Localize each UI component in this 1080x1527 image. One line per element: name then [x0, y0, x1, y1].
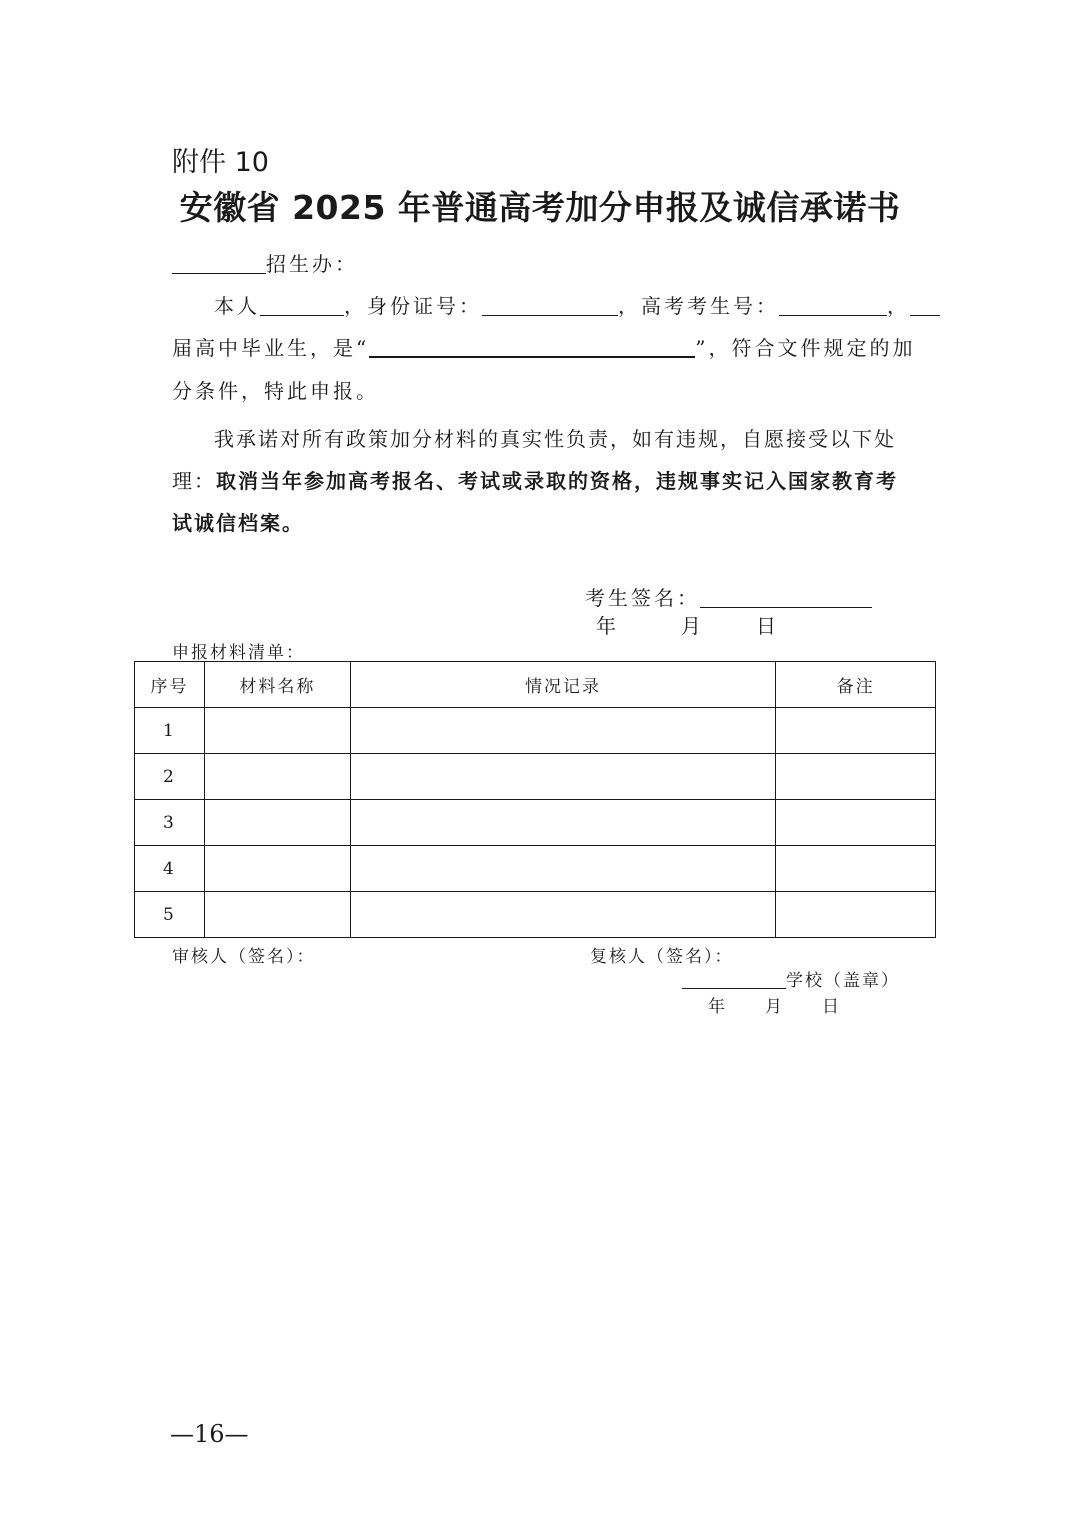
rechecker-signature-label: 复核人（签名）： [590, 947, 734, 967]
table-row [135, 846, 936, 892]
record-cell[interactable] [350, 892, 775, 938]
declaration-line-2 [172, 332, 915, 361]
date-day: 日 [756, 614, 779, 638]
line1-lead: 本人 [214, 294, 260, 318]
footer-date-day: 日 [822, 997, 841, 1017]
id-number-blank [482, 295, 618, 316]
row-number: 1 [135, 708, 205, 754]
table-header-row [135, 662, 936, 708]
school-name-blank [682, 972, 786, 989]
header-remarks: 备注 [776, 662, 936, 708]
table-row [135, 800, 936, 846]
date-year: 年 [596, 614, 619, 638]
addressee-suffix: 招生办： [266, 252, 358, 276]
material-name-cell[interactable] [204, 800, 350, 846]
header-serial: 序号 [135, 662, 205, 708]
materials-table [134, 661, 936, 938]
signature-date [596, 610, 779, 639]
remarks-cell[interactable] [776, 754, 936, 800]
row-number: 2 [135, 754, 205, 800]
table-row [135, 708, 936, 754]
office-blank [172, 253, 266, 274]
row-number: 3 [135, 800, 205, 846]
material-name-cell[interactable] [204, 754, 350, 800]
material-name-cell[interactable] [204, 846, 350, 892]
commitment-penalty: 取消当年参加高考报名、考试或录取的资格，违规事实记入国家教育考试诚信档案。 [172, 469, 898, 535]
materials-caption: 申报材料清单： [172, 643, 305, 663]
exam-number-blank [779, 295, 887, 316]
remarks-cell[interactable] [776, 708, 936, 754]
declaration-line-1 [214, 290, 940, 319]
remarks-cell[interactable] [776, 846, 936, 892]
id-label: ，身份证号： [344, 294, 482, 318]
signature-label: 考生签名： [585, 586, 700, 610]
school-seal-line [682, 966, 900, 991]
remarks-cell[interactable] [776, 800, 936, 846]
graduation-year-blank [910, 295, 940, 316]
row-number: 5 [135, 892, 205, 938]
footer-date-year: 年 [708, 997, 727, 1017]
table-row [135, 892, 936, 938]
header-record: 情况记录 [350, 662, 775, 708]
commitment-text: 我承诺对所有政策加分材料的真实性负责，如有违规，自愿接受以下处理： [172, 427, 896, 493]
footer-date [708, 992, 841, 1017]
header-material-name: 材料名称 [204, 662, 350, 708]
signature-blank [700, 587, 872, 608]
declaration-line-3: 分条件，特此申报。 [172, 379, 379, 403]
material-name-cell[interactable] [204, 708, 350, 754]
material-name-cell[interactable] [204, 892, 350, 938]
document-title: 安徽省 2025 年普通高考加分申报及诚信承诺书 [179, 188, 901, 227]
addressee-line [172, 248, 358, 277]
record-cell[interactable] [350, 800, 775, 846]
attachment-label: 附件 10 [172, 147, 269, 178]
bonus-item-blank [369, 336, 695, 358]
reviewer-signature-label: 审核人（签名）： [172, 947, 316, 967]
name-blank [260, 295, 344, 316]
school-seal-label: 学校（盖章） [786, 971, 900, 991]
record-cell[interactable] [350, 708, 775, 754]
page-number: —16— [170, 1420, 249, 1448]
line1-tail: ， [887, 294, 910, 318]
record-cell[interactable] [350, 754, 775, 800]
row-number: 4 [135, 846, 205, 892]
date-month: 月 [681, 614, 704, 638]
line2-lead: 届高中毕业生，是“ [172, 336, 370, 360]
footer-date-month: 月 [765, 997, 784, 1017]
line2-tail: ”，符合文件规定的加 [695, 336, 916, 360]
commitment-paragraph [172, 418, 912, 544]
table-row [135, 754, 936, 800]
record-cell[interactable] [350, 846, 775, 892]
remarks-cell[interactable] [776, 892, 936, 938]
candidate-signature-line [585, 582, 872, 611]
exam-number-label: ，高考考生号： [618, 294, 779, 318]
